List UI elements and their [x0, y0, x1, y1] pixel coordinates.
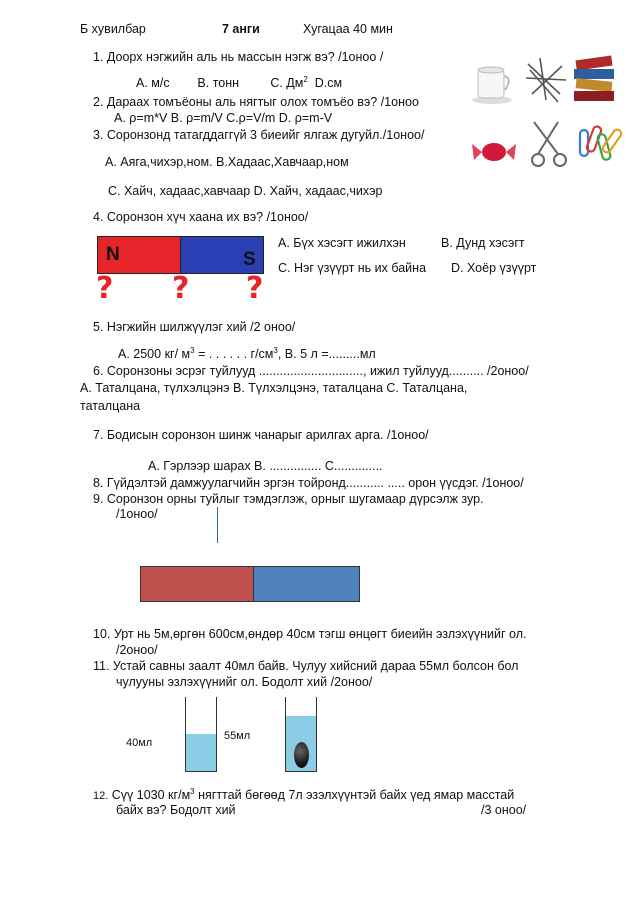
question-8: 8. Гүйдэлтэй дамжуулагчийн эргэн тойронд........... ..... орон үүсдэг. /1оноо/	[93, 476, 524, 490]
q4-option-c: С. Нэг үзүүрт нь их байна	[278, 261, 427, 275]
q4-option-a: А. Бүх хэсэгт ижилхэн	[278, 236, 406, 250]
nails-icon	[526, 58, 566, 102]
beaker-40ml-water	[186, 734, 216, 771]
magnet-s-label: S	[243, 249, 256, 270]
question-3-options-row1: А. Аяга,чихэр,ном. В.Хадаас,Хавчаар,ном	[105, 155, 349, 169]
cup-icon	[472, 67, 512, 104]
paperclips-icon	[580, 125, 623, 160]
question-mark-right: ?	[246, 271, 264, 306]
q1-option-c: С. Дм	[270, 76, 304, 91]
question-6-answers-line1: А. Таталцана, түлхэлцэнэ В. Түлхэлцэнэ, таталцана С. Таталцана,	[80, 381, 468, 395]
q4-option-b: В. Дунд хэсэгт	[441, 236, 525, 250]
beaker-55ml-water	[286, 716, 316, 771]
question-mark-left: ?	[96, 271, 114, 306]
stone-icon	[294, 742, 309, 768]
question-11-line1: 11. Устай савны заалт 40мл байв. Чулуу хийсний дараа 55мл болсон бол	[93, 659, 519, 673]
objects-illustration	[468, 50, 626, 180]
q5-task-a-pre: А. 2500 кг/ м	[118, 347, 191, 362]
question-4: 4. Соронзон хүч хаана их вэ? /1оноо/	[93, 210, 309, 224]
scissors-icon	[532, 122, 566, 166]
field-line	[217, 507, 218, 543]
question-12-line2: байх вэ? Бодолт хий	[116, 803, 236, 817]
question-9-line1: 9. Соронзон орны туйлыг тэмдэглэж, орныг шугамаар дүрсэлж зур.	[93, 492, 484, 506]
question-2: 2. Дараах томъёоны аль нягтыг олох томъёо вэ? /1оноо	[93, 95, 419, 109]
header-time: Хугацаа 40 мин	[303, 22, 393, 36]
magnet-n-label: N	[106, 244, 120, 265]
q1-option-b: В. тонн	[197, 76, 240, 91]
q5-sup-1: 3	[190, 346, 195, 355]
question-12-text-post: нягттай бөгөөд 7л эзэлхүүнтэй байх үед ямар масстай	[194, 788, 515, 803]
question-5-task	[118, 346, 376, 361]
bar-magnet-red-half	[140, 566, 254, 602]
question-7-options: А. Гэрлээр шарах В. ............... С..............	[148, 459, 383, 473]
label-40ml: 40мл	[126, 737, 153, 749]
header-name: Б хувилбар	[80, 22, 146, 36]
question-11-line2: чулууны эзлэхүүнийг ол. Бодолт хий /2оноо/	[116, 675, 373, 689]
question-9-line2: /1оноо/	[116, 507, 158, 521]
q1-option-d: D.см	[314, 76, 343, 91]
question-mark-middle: ?	[172, 271, 190, 306]
question-2-options: А. ρ=m*V В. ρ=m/V C.ρ=V/m D. ρ=m-V	[114, 111, 333, 125]
question-12-points: /3 оноо/	[481, 803, 527, 817]
q5-sup-2: 3	[273, 346, 278, 355]
q12-sup: 3	[190, 787, 195, 796]
question-10-line1: 10. Урт нь 5м,өргөн 600см,өндөр 40см тэгш өнцөгт биеийн эзлэхүүнийг ол.	[93, 627, 527, 641]
question-1: 1. Доорх нэгжийн аль нь массын нэгж вэ? /1оноо /	[93, 50, 384, 64]
question-12-text-pre: Сүү 1030 кг/м	[111, 788, 191, 803]
question-12-number: 12.	[93, 790, 109, 803]
question-1-options	[136, 75, 342, 90]
magnet-south-pole	[180, 236, 264, 274]
label-55ml: 55мл	[224, 730, 251, 742]
q5-task-a-mid: = . . . . . . г/см	[194, 347, 274, 362]
question-7: 7. Бодисын соронзон шинж чанарыг арилгах арга. /1оноо/	[93, 428, 429, 442]
header-grade: 7 анги	[222, 22, 260, 36]
question-12-line1	[93, 787, 514, 802]
books-icon	[574, 56, 614, 101]
q1-option-a: А. м/с	[136, 76, 170, 91]
q5-task-a-post: , В. 5 л =.........мл	[277, 347, 376, 362]
question-5: 5. Нэгжийн шилжүүлэг хий /2 оноо/	[93, 320, 296, 334]
magnet-north-pole	[97, 236, 181, 274]
question-6-answers-line2: таталцана	[80, 399, 141, 413]
bar-magnet-blue-half	[253, 566, 360, 602]
question-10-line2: /2оноо/	[116, 643, 158, 657]
question-3: 3. Соронзонд татагддаггүй 3 биеийг ялгаж дугуйл./1оноо/	[93, 128, 425, 142]
candy-icon	[472, 143, 516, 161]
beaker-40ml	[185, 697, 217, 772]
beaker-55ml	[285, 697, 317, 772]
q1-sup: 2	[303, 75, 308, 84]
question-3-options-row2: С. Хайч, хадаас,хавчаар D. Хайч, хадаас,чихэр	[108, 184, 383, 198]
question-6: 6. Соронзоны эсрэг туйлууд .............................., ижил туйлууд.......... /2оноо/	[93, 364, 529, 378]
q4-option-d: D. Хоёр үзүүрт	[451, 261, 537, 275]
